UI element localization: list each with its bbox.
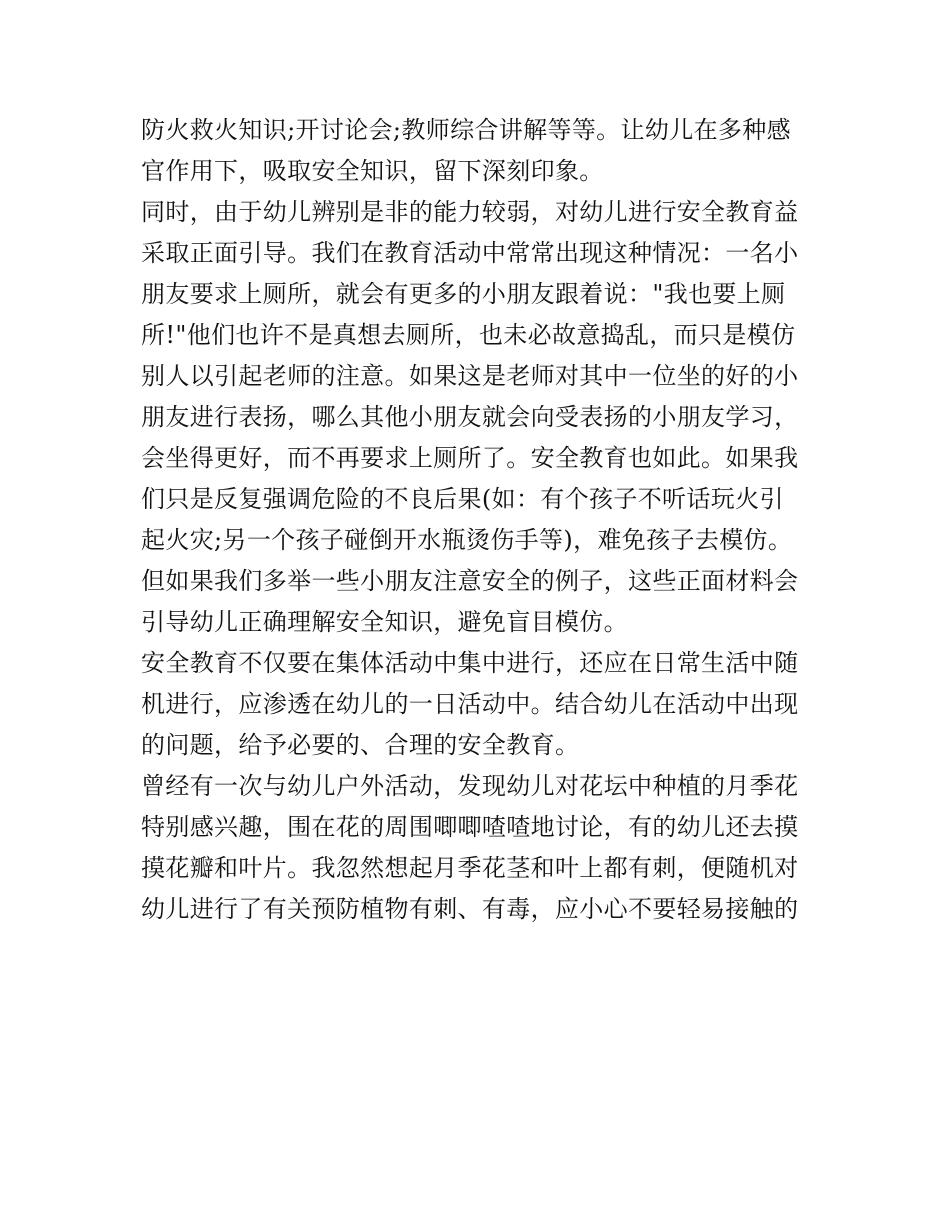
text-line: 机进行，应渗透在幼儿的一日活动中。结合幼儿在活动中出现: [141, 690, 799, 718]
text-line: 曾经有一次与幼儿户外活动，发现幼儿对花坛中种植的月季花: [141, 772, 799, 800]
text-line: 朋友要求上厕所，就会有更多的小朋友跟着说："我也要上厕: [141, 280, 786, 308]
body-text: [141, 110, 821, 930]
text-line: 起火灾;另一个孩子碰倒开水瓶烫伤手等)，难免孩子去模仿。: [141, 526, 793, 554]
text-line: 的问题，给予必要的、合理的安全教育。: [141, 731, 580, 759]
text-line: 摸花瓣和叶片。我忽然想起月季花茎和叶上都有刺，便随机对: [141, 854, 799, 882]
text-line: 引导幼儿正确理解安全知识，避免盲目模仿。: [141, 608, 628, 636]
text-line: 官作用下，吸取安全知识，留下深刻印象。: [141, 157, 604, 185]
text-line: 幼儿进行了有关预防植物有刺、有毒，应小心不要轻易接触的: [141, 895, 799, 923]
text-line: 特别感兴趣，围在花的周围唧唧喳喳地讨论，有的幼儿还去摸: [141, 813, 799, 841]
text-line: 朋友进行表扬，哪么其他小朋友就会向受表扬的小朋友学习，: [141, 403, 799, 431]
text-line: 防火救火知识;开讨论会;教师综合讲解等等。让幼儿在多种感: [141, 116, 791, 144]
text-line: 别人以引起老师的注意。如果这是老师对其中一位坐的好的小: [141, 362, 799, 390]
text-line: 会坐得更好，而不再要求上厕所了。安全教育也如此。如果我: [141, 444, 799, 472]
text-line: 所!"他们也许不是真想去厕所，也未必故意捣乱，而只是模仿: [141, 321, 796, 349]
text-line: 采取正面引导。我们在教育活动中常常出现这种情况：一名小: [141, 239, 799, 267]
text-line: 们只是反复强调危险的不良后果(如：有个孩子不听话玩火引: [141, 485, 784, 513]
text-line: 但如果我们多举一些小朋友注意安全的例子，这些正面材料会: [141, 567, 799, 595]
text-line: 同时，由于幼儿辨别是非的能力较弱，对幼儿进行安全教育益: [141, 198, 799, 226]
text-line: 安全教育不仅要在集体活动中集中进行，还应在日常生活中随: [141, 649, 799, 677]
